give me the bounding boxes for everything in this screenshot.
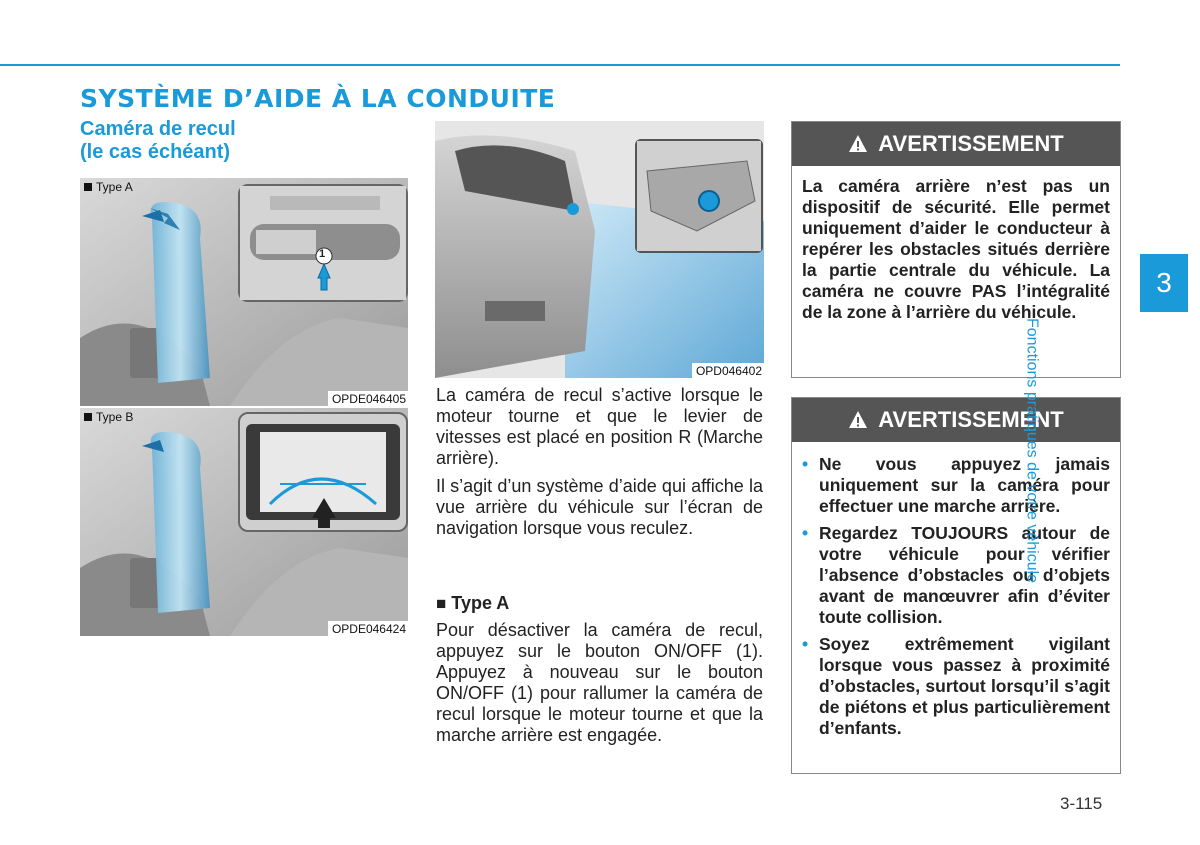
warning-title-1: AVERTISSEMENT <box>878 131 1064 156</box>
type-b-square-icon <box>84 413 92 421</box>
warning-box-2 <box>791 397 1121 774</box>
type-a-paragraph: Pour désactiver la caméra de recul, appuyez sur le bouton ON/OFF (1). Appuyez à nouveau sur le bouton ON/OFF (1) pour rallumer la caméra de recul lorsque le moteur tourne et que la marche arrière est engagée. <box>436 620 763 745</box>
list-item <box>802 523 1110 628</box>
figure-type-a-label <box>84 180 133 194</box>
bullet-dot-icon: • <box>802 454 809 474</box>
warning-item-1: Ne vous appuyez jamais uniquement sur la caméra pour effectuer une marche arrière. <box>819 454 1110 516</box>
warning-box-1 <box>791 121 1121 378</box>
type-a-heading <box>436 593 509 614</box>
figure-type-a <box>80 178 408 406</box>
inset-camera <box>635 139 763 253</box>
figure-rear-camera-code: OPD046402 <box>692 363 764 378</box>
page-number: 3-115 <box>1060 794 1103 813</box>
intro-paragraph-1: La caméra de recul s’active lorsque le moteur tourne et que le levier de vitesses est placé en position R (Marche arrière). <box>436 385 763 468</box>
inset-display <box>238 412 408 532</box>
warning-header-1 <box>792 122 1120 166</box>
inset-mirror <box>238 184 408 302</box>
figure-rear-camera <box>435 121 764 378</box>
warning-header-2 <box>792 398 1120 442</box>
warning-list <box>802 454 1110 739</box>
list-item <box>802 454 1110 517</box>
camera-closeup-illustration <box>637 141 761 251</box>
warning-item-3: Soyez extrêmement vigilant lorsque vous passez à proximité d’obstacles, surtout lorsqu’il s’agit de piétons et plus particulièrement d’enfants. <box>819 634 1110 738</box>
type-a-square-icon <box>84 183 92 191</box>
figure-type-a-code: OPDE046405 <box>328 391 408 406</box>
chapter-tab: 3 <box>1140 254 1188 312</box>
subsection-heading <box>80 118 236 164</box>
figure-type-b-label <box>84 410 133 424</box>
figure-type-a-label-text: Type A <box>96 180 133 194</box>
type-a-heading-text: Type A <box>451 593 510 613</box>
warning-list-container <box>792 442 1120 755</box>
square-bullet-icon: ■ <box>436 594 447 613</box>
warning-title-2: AVERTISSEMENT <box>878 407 1064 432</box>
warning-triangle-icon <box>848 134 868 154</box>
subsection-line-1: Caméra de recul <box>80 118 236 140</box>
warning-triangle-icon <box>848 410 868 430</box>
subsection-line-2: (le cas échéant) <box>80 141 231 163</box>
section-title: SYSTÈME D’AIDE À LA CONDUITE <box>80 84 556 113</box>
warning-item-2: Regardez TOUJOURS autour de votre véhicule pour vérifier l’absence d’obstacles ou d’objets avant de manœuvrer afin d’éviter toute collision. <box>819 523 1110 627</box>
list-item <box>802 634 1110 739</box>
intro-paragraph-2: Il s’agit d’un système d’aide qui affiche la vue arrière du véhicule sur l’écran de navigation lorsque vous reculez. <box>436 476 763 538</box>
callout-1: 1 <box>319 248 326 260</box>
bullet-dot-icon: • <box>802 634 809 654</box>
top-rule <box>0 64 1120 66</box>
rearview-mirror-illustration <box>240 186 406 300</box>
figure-type-b <box>80 408 408 636</box>
warning-text-1: La caméra arrière n’est pas un dispositif de sécurité. Elle permet uniquement d’aider le conducteur à repérer les obstacles situés derrière la partie centrale du véhicule. La caméra ne couvre PAS l’intégralité de la zone à l’arrière du véhicule. <box>802 176 1110 322</box>
navigation-screen-illustration <box>240 414 406 530</box>
chapter-title-vertical <box>1023 318 1178 638</box>
figure-type-b-label-text: Type B <box>96 410 134 424</box>
chapter-title-text: Fonctions pratiques de votre véhicule <box>1023 318 1041 584</box>
bullet-dot-icon: • <box>802 523 809 543</box>
figure-type-b-code: OPDE046424 <box>328 621 408 636</box>
